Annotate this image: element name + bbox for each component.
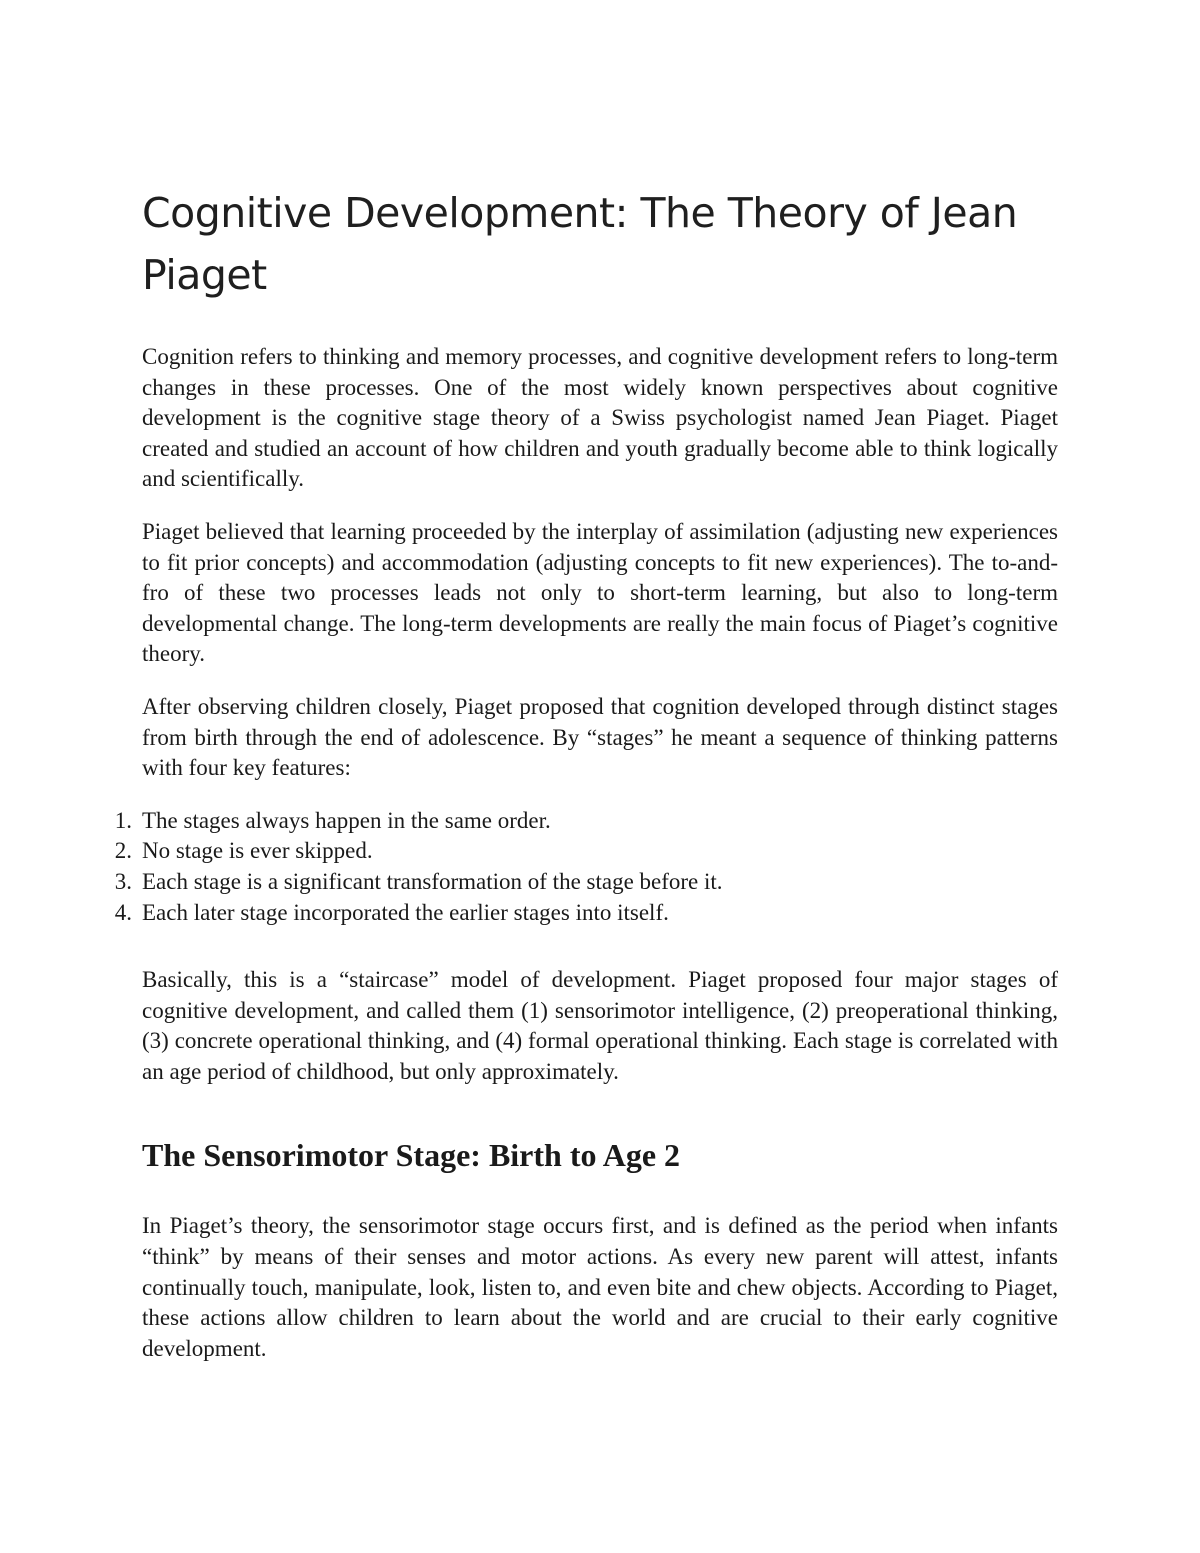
list-item-number: 1. [114, 807, 132, 833]
features-list [114, 806, 1058, 928]
list-item-text: Each stage is a significant transformation of the stage before it. [142, 868, 723, 894]
list-item [114, 836, 1058, 867]
list-item-number: 4. [114, 899, 132, 925]
section-heading-sensorimotor: The Sensorimotor Stage: Birth to Age 2 [142, 1137, 681, 1174]
list-item-number: 3. [114, 868, 132, 894]
list-item [114, 806, 1058, 837]
page-title: Cognitive Development: The Theory of Jean Piaget [142, 189, 1018, 299]
list-item-text: The stages always happen in the same order. [142, 807, 551, 833]
list-item [114, 898, 1058, 929]
list-item [114, 867, 1058, 898]
list-item-text: No stage is ever skipped. [142, 838, 373, 864]
intro-paragraph-cognition: Cognition refers to thinking and memory processes, and cognitive development refers to long-term changes in these processes. One of the most widely known perspectives about cognitive development is the cognitive stage theory of a Swiss psychologist named Jean Piaget. Piaget created and studied an account of how children and youth gradually become able to think logically and scientifically. [142, 344, 1058, 492]
staircase-paragraph: Basically, this is a “staircase” model of development. Piaget proposed four major stages of cognitive development, and called them (1) sensorimotor intelligence, (2) preoperational thinking, (3) concrete operational thinking, and (4) formal operational thinking. Each stage is correlated with an age period of childhood, but only approximately. [142, 967, 1058, 1084]
document-content [114, 182, 1058, 1364]
intro-paragraph-assimilation: Piaget believed that learning proceeded by the interplay of assimilation (adjusting new experiences to fit prior concepts) and accommodation (adjusting concepts to fit new experiences). The to-and-fro of these two processes leads not only to short-term learning, but also to long-term developmental change. The long-term developments are really the main focus of Piaget’s cognitive theory. [142, 518, 1058, 667]
list-item-number: 2. [114, 838, 132, 864]
sensorimotor-paragraph: In Piaget’s theory, the sensorimotor stage occurs first, and is defined as the period when infants “think” by means of their senses and motor actions. As every new parent will attest, infants continually touch, manipulate, look, listen to, and even bite and chew objects. According to Piaget, these actions allow children to learn about the world and are crucial to their early cognitive development. [142, 1213, 1058, 1361]
list-item-text: Each later stage incorporated the earlier stages into itself. [142, 899, 669, 925]
intro-paragraph-stages: After observing children closely, Piaget proposed that cognition developed through distinct stages from birth through the end of adolescence. By “stages” he meant a sequence of thinking patterns with four key features: [142, 693, 1058, 781]
